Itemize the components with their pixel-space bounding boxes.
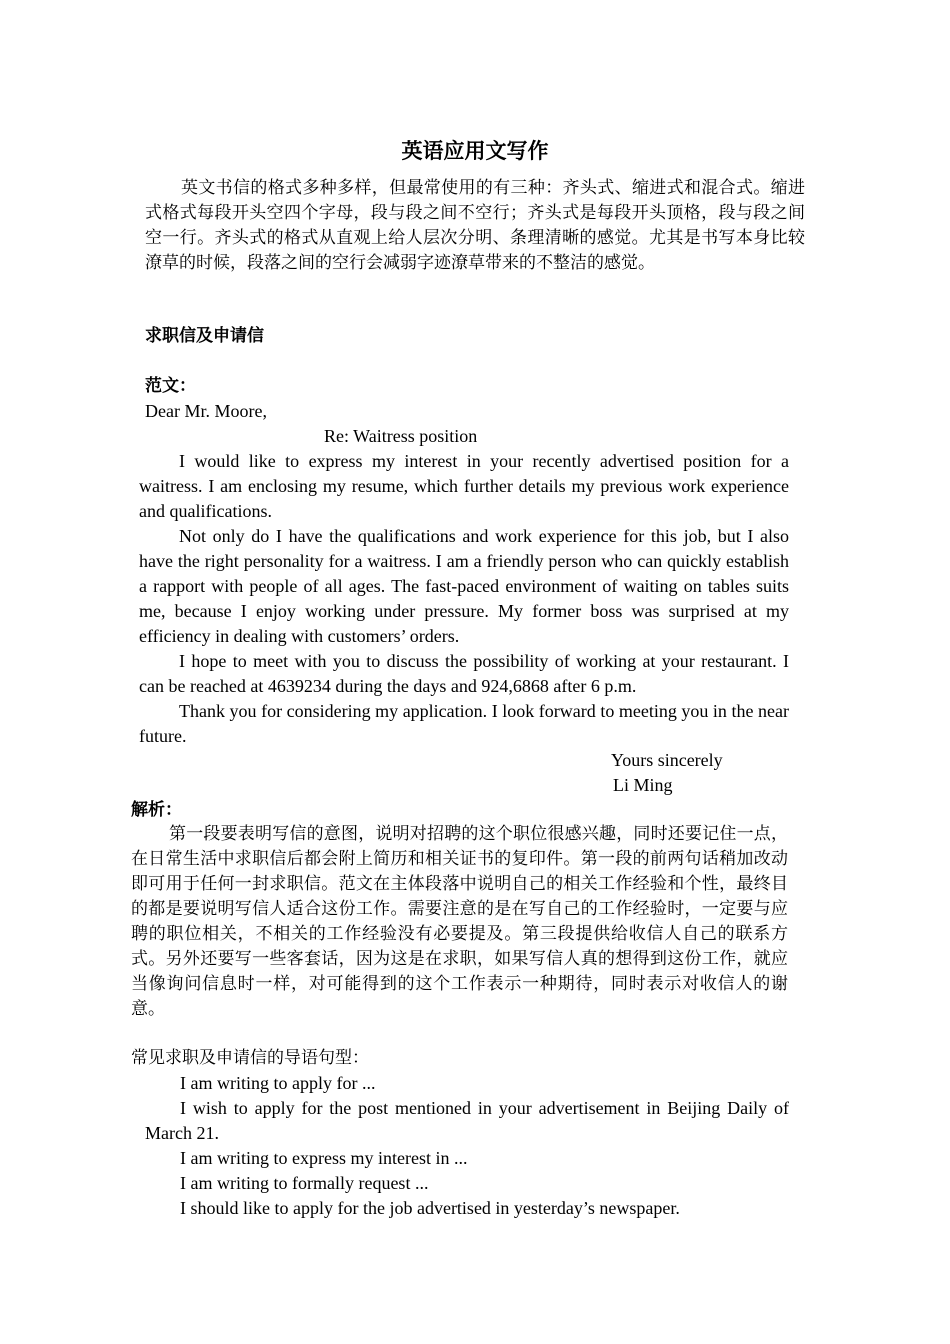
page-title: 英语应用文写作 — [401, 139, 549, 163]
intro-paragraph: 英文书信的格式多种多样，但最常使用的有三种：齐头式、缩进式和混合式。缩进式格式每段开头空四个字母，段与段之间不空行；齐头式是每段开头顶格，段与段之间空一行。齐头式的格式从直观上给人层次分明、条理清晰的感觉。尤其是书写本身比较潦草的时候，段落之间的空行会减弱字迹潦草带来的不整洁的感觉。 — [145, 178, 805, 273]
letter-paragraph: I would like to express my interest in your recently advertised position for a waitress. I am enclosing my resume, which further details my previous work experience and qualifications. — [139, 451, 789, 521]
letter-salutation: Dear Mr. Moore, — [145, 401, 267, 421]
letter-paragraph: Not only do I have the qualifications and work experience for this job, but I also have the right personality for a waitress. I am a friendly person who can quickly establish a rapport with people of all ages. The fast-paced environment of waiting on tables suits me, because I enjoy working under pressure. My former boss was surprised at my efficiency in dealing with customers’ orders. — [139, 526, 789, 646]
letter-signature: Li Ming — [613, 775, 673, 795]
phrase-item: I am writing to apply for ... — [180, 1073, 376, 1093]
phrase-item: I should like to apply for the job advertised in yesterday’s newspaper. — [180, 1198, 680, 1218]
section-heading: 求职信及申请信 — [145, 326, 264, 346]
analysis-label: 解析： — [131, 800, 182, 820]
letter-subject: Re: Waitress position — [324, 426, 478, 446]
analysis-paragraph: 第一段要表明写信的意图，说明对招聘的这个职位很感兴趣，同时还要记住一点，在日常生活中求职信后都会附上简历和相关证书的复印件。第一段的前两句话稍加改动即可用于任何一封求职信。范文在主体段落中说明自己的相关工作经验和个性，最终目的都是要说明写信人适合这份工作。需要注意的是在写自己的工作经验时，一定要与应聘的职位相关，不相关的工作经验没有必要提及。第三段提供给收信人自己的联系方式。另外还要写一些客套话，因为这是在求职，如果写信人真的想得到这份工作，就应当像询问信息时一样，对可能得到的这个工作表示一种期待，同时表示对收信人的谢意。 — [131, 824, 788, 1019]
phrases-list — [145, 1071, 789, 1221]
phrases-heading: 常见求职及申请信的导语句型： — [131, 1048, 369, 1068]
letter-paragraph: I hope to meet with you to discuss the possibility of working at your restaurant. I can be reached at 4639234 during the days and 924,6868 after 6 p.m. — [139, 651, 789, 696]
letter-closing: Yours sincerely — [611, 750, 723, 770]
sample-label: 范文： — [145, 376, 196, 396]
phrase-item: I wish to apply for the post mentioned in your advertisement in Beijing Daily of March 21. — [145, 1098, 789, 1143]
letter-paragraph: Thank you for considering my application. I look forward to meeting you in the near future. — [139, 701, 789, 746]
phrase-item: I am writing to formally request ... — [180, 1173, 429, 1193]
letter-body — [139, 449, 789, 749]
phrase-item: I am writing to express my interest in ... — [180, 1148, 468, 1168]
